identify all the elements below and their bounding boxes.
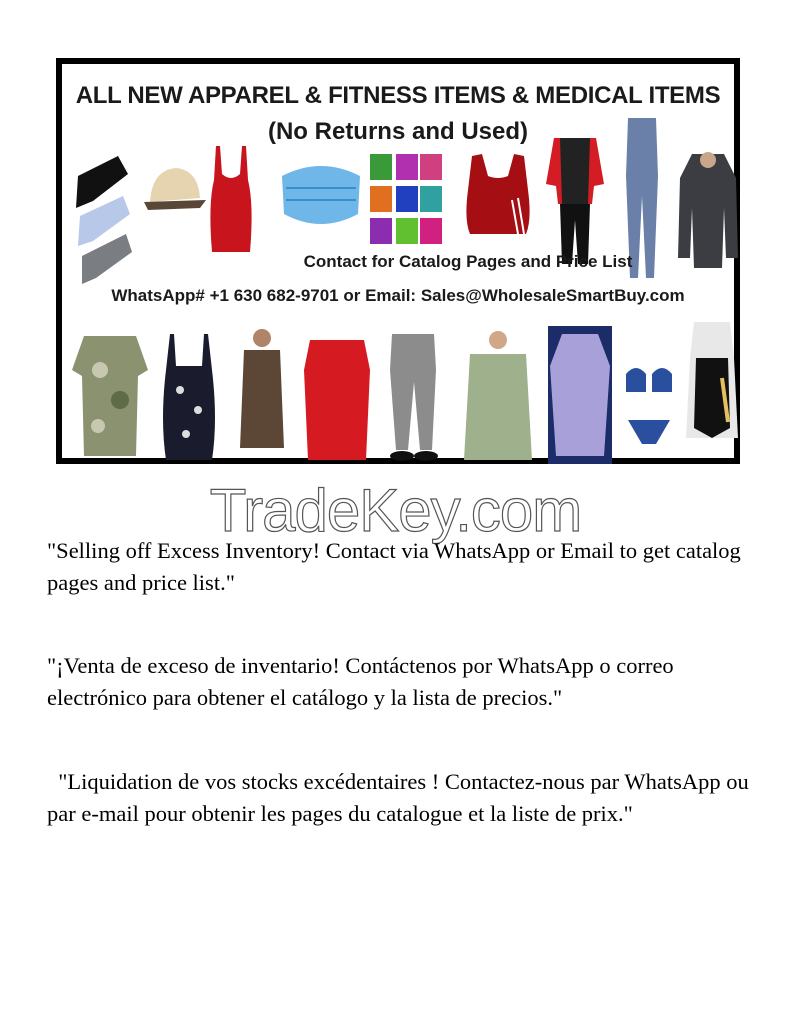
floral-camisole-photo [158, 330, 220, 464]
jogger-pants-photo [378, 330, 448, 464]
plaid-top-photo [460, 330, 536, 464]
bikini-photo [622, 334, 676, 462]
camo-shirt-photo [70, 330, 150, 460]
tradekey-watermark: TradeKey.com [209, 477, 582, 544]
banner-contact-line: Contact for Catalog Pages and Price List [303, 252, 633, 271]
spanish-paragraph: "¡Venta de exceso de inventario! Contáctenos por WhatsApp o correo electrónico para obtener el catálogo y la lista de precios." [47, 653, 674, 710]
face-mask-photo [276, 156, 366, 234]
product-banner [56, 58, 740, 464]
french-paragraph: "Liquidation de vos stocks excédentaires ! Contactez-nous par WhatsApp ou par e-mail pour obtenir les pages du catalogue et la liste de prix." [47, 769, 755, 826]
banner-whatsapp-line: WhatsApp# +1 630 682-9701 or Email: Sales@WholesaleSmartBuy.com [111, 286, 685, 305]
banner-subheadline: (No Returns and Used) [267, 118, 528, 145]
red-sports-bra-photo [462, 150, 534, 236]
floral-dress-photo [548, 326, 612, 464]
english-paragraph: "Selling off Excess Inventory! Contact via WhatsApp or Email to get catalog pages and price list." [47, 538, 741, 595]
red-tank-top-photo [208, 144, 254, 254]
cap-photo [144, 162, 206, 212]
one-piece-swimsuit-photo [682, 318, 742, 464]
gloves-photo [368, 150, 444, 250]
red-sleeveless-shirt-photo [300, 330, 374, 464]
banner-headline: ALL NEW APPAREL & FITNESS ITEMS & MEDICAL ITEMS [75, 82, 721, 109]
brown-tank-top-photo [230, 328, 294, 464]
socks-photo [68, 156, 138, 286]
